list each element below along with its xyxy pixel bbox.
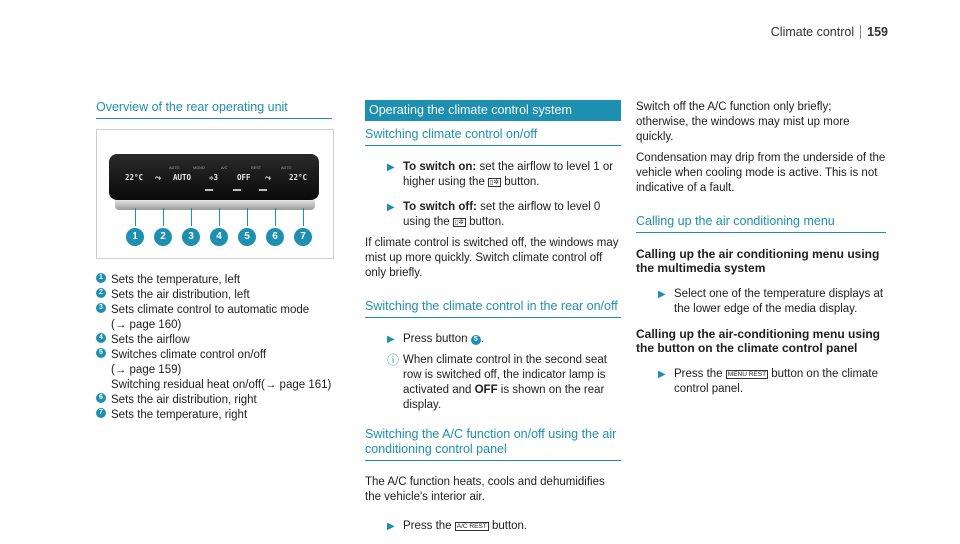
callout-3: 3 — [182, 228, 200, 246]
airflow-left-icon: ⤳ — [155, 173, 161, 182]
chapter-title: Climate control — [770, 25, 855, 39]
legend-number: 2 — [96, 288, 106, 298]
legend-item — [96, 303, 332, 333]
airflow-button-icon: ▯✲ — [454, 219, 464, 226]
panel-label-rest: REST — [251, 166, 262, 170]
callout-6: 6 — [266, 228, 284, 246]
callout-line — [275, 208, 276, 226]
display-temp-right: 22°C — [289, 173, 308, 182]
legend-number: 1 — [96, 273, 106, 283]
column-overview — [96, 100, 332, 423]
legend-text: Sets the temperature, right — [111, 409, 248, 421]
step-arrow-icon: ▶ — [658, 369, 666, 380]
fan-icon: ✲3 — [209, 173, 219, 182]
step-end: button. — [488, 520, 528, 532]
rear-control-panel — [109, 154, 319, 200]
step-body: set the airflow to level 1 or higher using the — [403, 161, 614, 188]
step-text: Press button 5 . — [403, 333, 484, 345]
airflow-button-icon: ▯✲ — [490, 179, 500, 186]
legend-item — [96, 288, 332, 303]
heading-multimedia: Calling up the air conditioning menu using the multimedia system — [636, 247, 880, 275]
column-operating — [365, 100, 621, 544]
chapter-banner: Operating the climate control system — [365, 100, 621, 121]
paragraph-ac-function: The A/C function heats, cools and dehumidifies the vehicle's interior air. — [365, 476, 605, 503]
info-icon: ⓘ — [387, 353, 400, 367]
step-end: button. — [501, 176, 540, 188]
section-title-overview: Overview of the rear operating unit — [96, 100, 332, 119]
indicator-lamp-3 — [259, 189, 267, 191]
subsection-title-rear: Switching the climate control in the rear on/off — [365, 299, 621, 318]
indicator-lamp-1 — [205, 189, 213, 191]
legend-item — [96, 408, 332, 423]
step-press-menu — [658, 367, 886, 397]
paragraph-condensation: Condensation may drip from the underside of the vehicle when cooling mode is active. This is not indicative of a fault. — [636, 152, 886, 194]
page-header — [771, 25, 888, 39]
step-arrow-icon: ▶ — [387, 521, 395, 532]
step-text — [403, 200, 621, 230]
step-select-temp-display — [658, 287, 886, 317]
step-arrow-icon: ▶ — [387, 334, 395, 345]
legend-number: 3 — [96, 303, 106, 313]
step-body: set the airflow to level 0 using the — [403, 201, 601, 228]
display-temp-left: 22°C — [125, 173, 144, 182]
legend-number: 4 — [96, 333, 106, 343]
step-body: Press button — [403, 333, 468, 345]
step-end: button. — [465, 216, 505, 228]
step-label: To switch on: — [403, 161, 477, 173]
ac-button-icon: A/C REST — [456, 523, 487, 530]
page-reference-link[interactable]: (→ page 159) — [111, 364, 182, 376]
callout-line — [247, 208, 248, 226]
legend-text: Switches climate control on/off — [111, 349, 267, 361]
callout-line — [191, 208, 192, 226]
legend-list — [96, 273, 332, 423]
legend-text: Sets the temperature, left — [111, 274, 241, 286]
heading-button-panel: Calling up the air-conditioning menu using the button on the climate control panel — [636, 327, 880, 355]
callout-5: 5 — [238, 228, 256, 246]
subsection-title-on-off: Switching climate control on/off — [365, 127, 621, 146]
paragraph-ac-briefly: Switch off the A/C function only briefly; otherwise, the windows may mist up more quickly. — [636, 101, 850, 143]
inline-callout-number: 5 — [471, 335, 481, 345]
note-off-label: OFF — [474, 384, 498, 396]
step-body: Press the — [403, 520, 452, 532]
page-reference-link[interactable]: (→ page 160) — [111, 319, 182, 331]
step-text: Select one of the temperature displays at the lower edge of the media display. — [674, 288, 884, 315]
note-text — [403, 353, 621, 413]
step-switch-on — [387, 160, 621, 190]
legend-extra-link[interactable]: Switching residual heat on/off(→ page 161) — [111, 379, 332, 391]
legend-item — [96, 333, 332, 348]
column-ac-menu — [636, 100, 886, 407]
callout-line — [219, 208, 220, 226]
step-press-button-5 — [387, 332, 621, 347]
rear-operating-unit-figure — [96, 129, 334, 259]
legend-number: 7 — [96, 408, 106, 418]
legend-text-block — [111, 303, 332, 333]
callout-line — [135, 208, 136, 226]
step-arrow-icon: ▶ — [387, 162, 395, 173]
subsection-title-ac: Switching the A/C function on/off using the air conditioning control panel — [365, 427, 621, 461]
panel-label-auto-right: AUTO — [281, 166, 292, 170]
step-end: button on the climate control panel. — [674, 368, 879, 395]
legend-number: 6 — [96, 393, 106, 403]
callout-1: 1 — [126, 228, 144, 246]
indicator-lamp-2 — [233, 189, 241, 191]
panel-label-ac: A/C — [221, 166, 228, 170]
callout-7: 7 — [294, 228, 312, 246]
legend-item — [96, 393, 332, 408]
panel-label-mono: MONO — [193, 166, 205, 170]
step-text — [674, 367, 886, 397]
step-arrow-icon: ▶ — [658, 289, 666, 300]
page-number: 159 — [860, 25, 888, 39]
legend-text-block — [111, 348, 332, 393]
legend-item — [96, 348, 332, 393]
step-body: Press the — [674, 368, 723, 380]
panel-label-auto: AUTO — [169, 166, 180, 170]
subsection-title-ac-menu: Calling up the air conditioning menu — [636, 214, 886, 233]
step-text — [403, 519, 621, 534]
legend-number: 5 — [96, 348, 106, 358]
note-body-end: is shown on the rear display. — [403, 384, 605, 411]
legend-text: Sets the airflow — [111, 334, 190, 346]
display-auto: AUTO — [173, 173, 192, 182]
legend-text: Sets climate control to automatic mode — [111, 304, 310, 316]
callout-line — [163, 208, 164, 226]
info-note — [387, 353, 621, 413]
legend-item — [96, 273, 332, 288]
button-strip — [115, 200, 315, 210]
menu-button-icon: MENU REST — [727, 371, 767, 378]
legend-text: Sets the air distribution, right — [111, 394, 257, 406]
step-press-ac — [387, 519, 621, 534]
step-arrow-icon: ▶ — [387, 202, 395, 213]
step-switch-off — [387, 200, 621, 230]
airflow-right-icon: ⤳ — [265, 173, 271, 182]
step-label: To switch off: — [403, 201, 477, 213]
note-body: When climate control in the second seat row is switched off, the indicator lamp is activated and — [403, 354, 607, 396]
paragraph-mist-warning: If climate control is switched off, the windows may mist up more quickly. Switch climate control off only briefly. — [365, 237, 619, 279]
callout-line — [303, 208, 304, 226]
step-text — [403, 160, 621, 190]
legend-text: Sets the air distribution, left — [111, 289, 250, 301]
callout-2: 2 — [154, 228, 172, 246]
callout-4: 4 — [210, 228, 228, 246]
display-off: OFF — [237, 173, 251, 182]
